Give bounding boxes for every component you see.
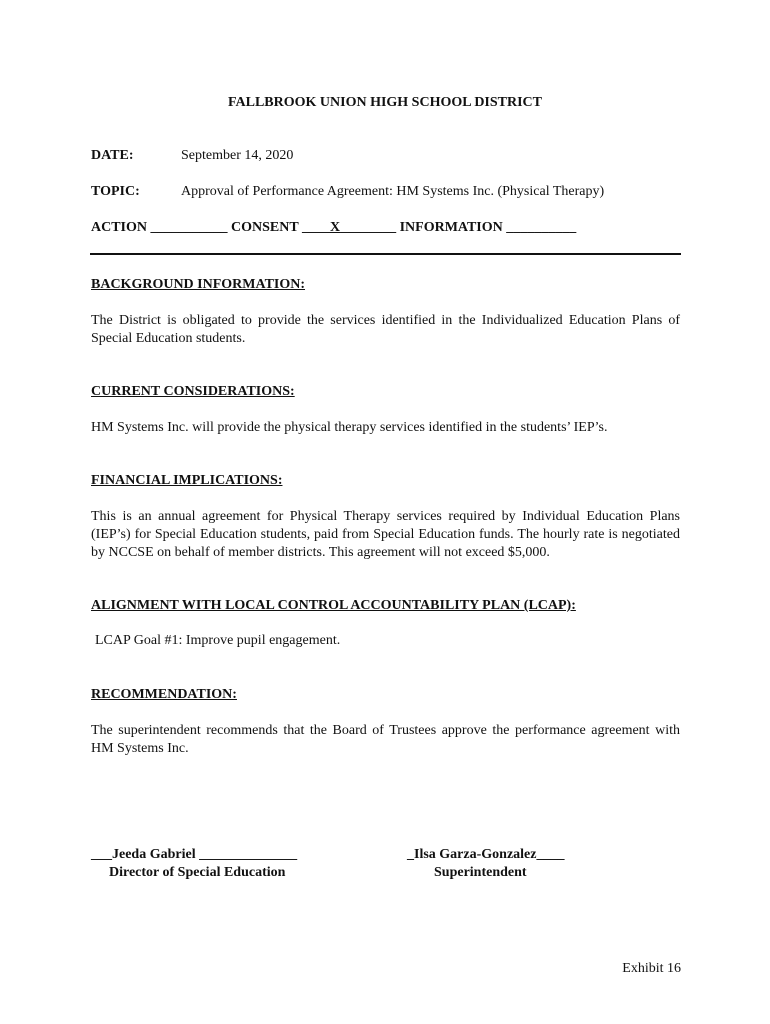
consent-mark: X: [329, 220, 341, 235]
signature-name-right: _Ilsa Garza-Gonzalez____: [407, 847, 565, 862]
signature-title-left: Director of Special Education: [109, 865, 286, 880]
exhibit-label: Exhibit 16: [622, 961, 681, 976]
current-considerations-heading: CURRENT CONSIDERATIONS:: [91, 384, 295, 399]
action-option: ACTION ___________: [91, 220, 232, 235]
topic-value: Approval of Performance Agreement: HM Systems Inc. (Physical Therapy): [181, 184, 605, 199]
signature-title-right: Superintendent: [434, 865, 527, 880]
financial-heading: FINANCIAL IMPLICATIONS:: [91, 473, 283, 488]
financial-body: This is an annual agreement for Physical Therapy services required by Individual Education Plans (IEP’s) for Special Education students, paid from Special Education funds. The hourly rate is negotiated by NCCSE on behalf of member districts. This agreement will not exceed $5,000.: [91, 509, 680, 560]
page-title: FALLBROOK UNION HIGH SCHOOL DISTRICT: [227, 95, 543, 110]
current-considerations-body: HM Systems Inc. will provide the physical therapy services identified in the students’ IEP’s.: [91, 420, 608, 435]
recommendation-heading: RECOMMENDATION:: [91, 687, 237, 702]
header-divider: [90, 253, 681, 255]
date-value: September 14, 2020: [181, 148, 294, 163]
date-label: DATE:: [91, 148, 134, 163]
consent-option: CONSENT ____: [231, 220, 330, 235]
recommendation-body: The superintendent recommends that the Board of Trustees approve the performance agreement with HM Systems Inc.: [91, 723, 680, 756]
signature-name-left: ___Jeeda Gabriel ______________: [91, 847, 298, 862]
background-heading: BACKGROUND INFORMATION:: [91, 277, 306, 292]
topic-label: TOPIC:: [91, 184, 140, 199]
background-body: The District is obligated to provide the services identified in the Individualized Education Plans of Special Education students.: [91, 313, 680, 346]
alignment-heading: ALIGNMENT WITH LOCAL CONTROL ACCOUNTABILITY PLAN (LCAP):: [91, 598, 576, 613]
alignment-body: LCAP Goal #1: Improve pupil engagement.: [95, 633, 341, 648]
information-option: ________ INFORMATION __________: [340, 220, 577, 235]
action-consent-information-line: [91, 220, 576, 236]
